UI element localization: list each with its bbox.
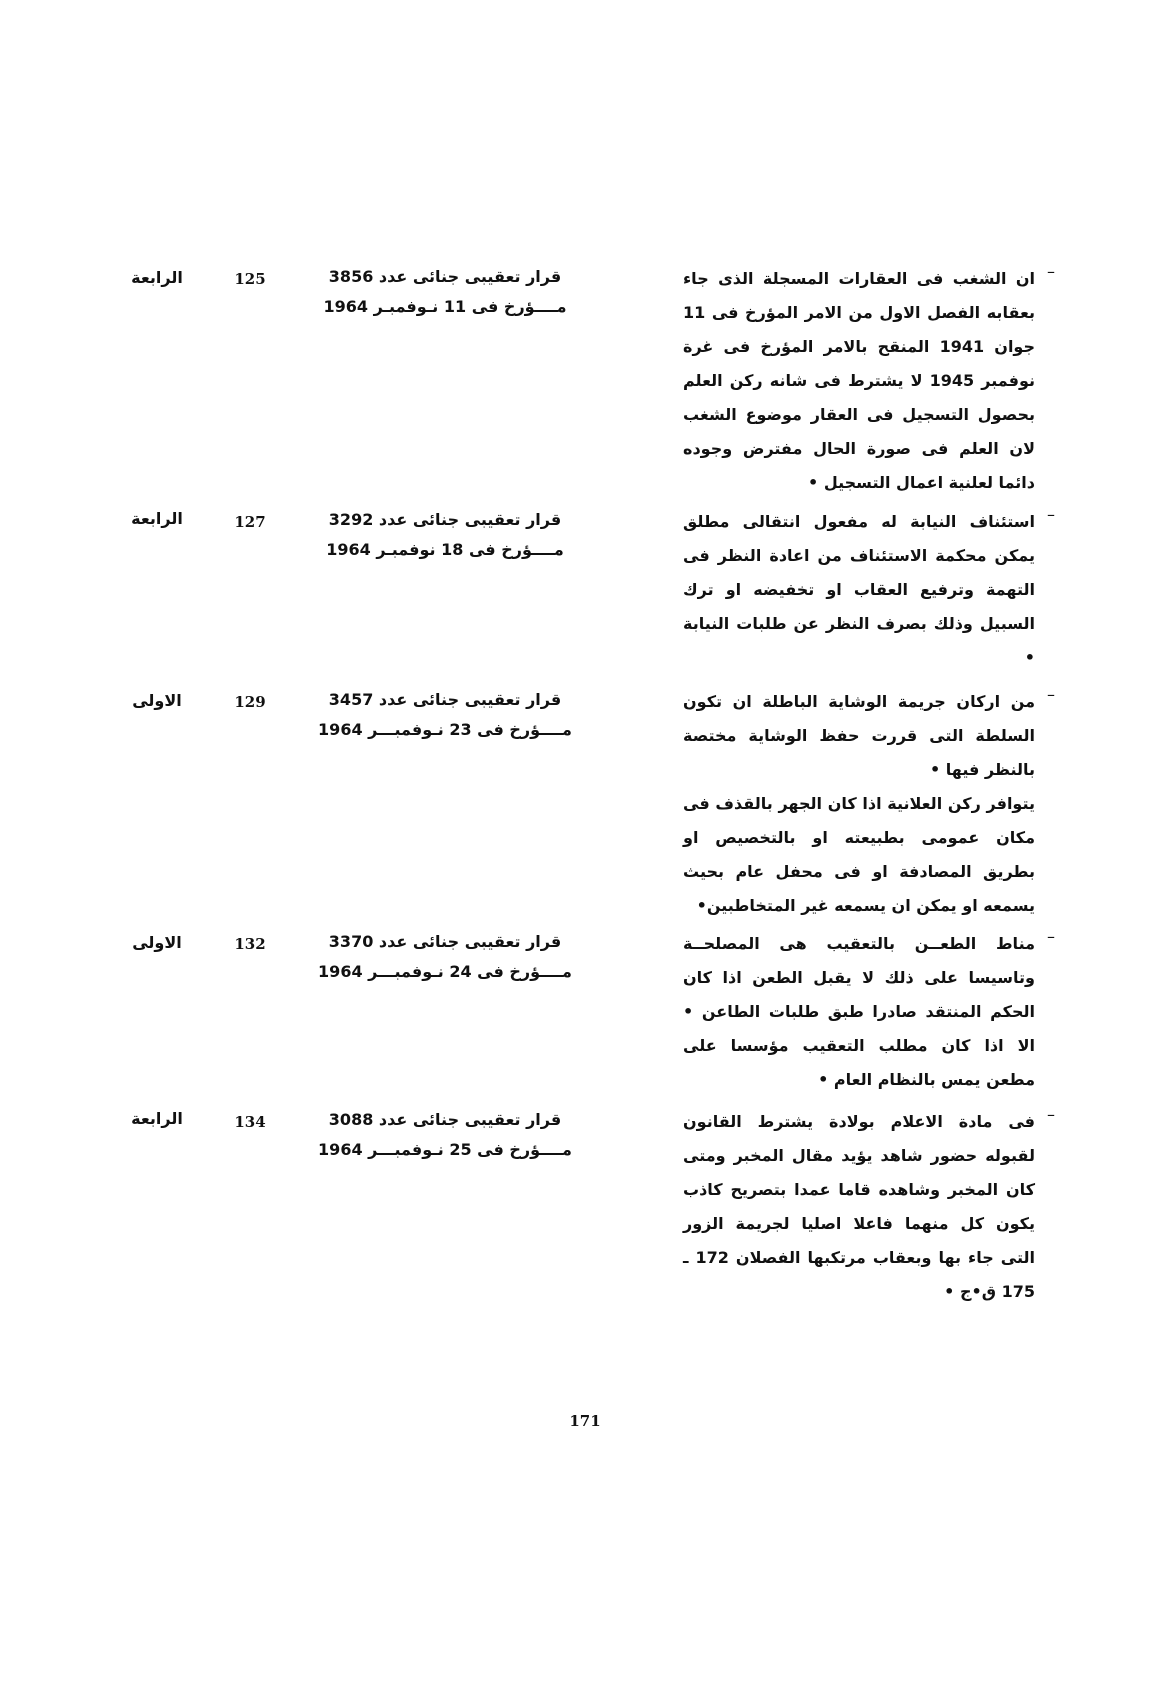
decision-number: قرار تعقيبى جنائى عدد 3856 bbox=[328, 267, 562, 286]
chamber-label: الاولى bbox=[132, 933, 182, 952]
page-reference: 125 bbox=[234, 270, 266, 288]
decision-reference bbox=[300, 505, 590, 565]
chamber-label: الرابعة bbox=[131, 268, 183, 287]
entry-dash: – bbox=[1047, 505, 1055, 524]
decision-reference bbox=[300, 262, 590, 322]
page-reference: 132 bbox=[234, 935, 266, 953]
page-reference: 127 bbox=[234, 513, 266, 531]
entry-summary-continued: يتوافر ركن العلانية اذا كان الجهر بالقذف فى مكان عمومى بطبيعته او بالتخصيص او بطريق المصادفة او فى محفل عام بحيث يسمعه او يمكن ان يسمعه غير المتخاطبين• bbox=[683, 794, 1035, 915]
page-reference: 129 bbox=[234, 693, 266, 711]
decision-date: مــــؤرخ فى 24 نـوفمبـــر 1964 bbox=[318, 962, 572, 981]
entry-summary: من اركان جريمة الوشاية الباطلة ان تكون السلطة التى قررت حفظ الوشاية مختصة بالنظر فيها • bbox=[683, 692, 1035, 779]
decision-number: قرار تعقيبى جنائى عدد 3457 bbox=[328, 690, 562, 709]
decision-date: مــــؤرخ فى 25 نـوفمبـــر 1964 bbox=[318, 1140, 572, 1159]
entry-summary: ان الشغب فى العقارات المسجلة الذى جاء بعقابه الفصل الاول من الامر المؤرخ فى 11 جوان 1941 المنقح بالامر المؤرخ فى غرة نوفمبر 1945 لا يشترط فى شانه ركن العلم بحصول التسجيل فى العقار موضوع الشغب لان العلم فى صورة الحال مفترض وجوده دائما لعلنية اعمال التسجيل • bbox=[683, 269, 1036, 492]
decision-date: مــــؤرخ فى 23 نـوفمبـــر 1964 bbox=[318, 720, 572, 739]
page-number: 171 bbox=[569, 1412, 601, 1430]
decision-reference bbox=[300, 927, 590, 987]
chamber-label: الرابعة bbox=[131, 1109, 183, 1128]
entry-dash: – bbox=[1047, 262, 1055, 281]
entry-summary: استئناف النيابة له مفعول انتقالى مطلق يمكن محكمة الاستئناف من اعادة النظر فى التهمة وترفيع العقاب او تخفيضه او ترك السبيل وذلك بصرف النظر عن طلبات النيابة • bbox=[683, 512, 1035, 667]
chamber-label: الرابعة bbox=[131, 509, 183, 528]
chamber-label: الاولى bbox=[132, 691, 182, 710]
entry-dash: – bbox=[1047, 1105, 1055, 1124]
page-reference: 134 bbox=[234, 1113, 266, 1131]
decision-number: قرار تعقيبى جنائى عدد 3088 bbox=[328, 1110, 562, 1129]
entry-dash: – bbox=[1047, 685, 1055, 704]
decision-number: قرار تعقيبى جنائى عدد 3370 bbox=[328, 932, 562, 951]
entry-summary: مناط الطعــن بالتعقيب هى المصلحــة وتاسيسا على ذلك لا يقبل الطعن اذا كان الحكم المنتقد صادرا طبق طلبات الطاعن • الا اذا كان مطلب التعقيب مؤسسا على مطعن يمس بالنظام العام • bbox=[683, 934, 1035, 1089]
decision-date: مــــؤرخ فى 11 نـوفمبـر 1964 bbox=[323, 297, 567, 316]
entry-summary: فى مادة الاعلام بولادة يشترط القانون لقبوله حضور شاهد يؤيد مقال المخبر ومتى كان المخبر وشاهده قاما عمدا بتصريح كاذب يكون كل منهما فاعلا اصليا لجريمة الزور التى جاء بها وبعقاب مرتكبها الفصلان 172 ـ 175 ق•ج • bbox=[683, 1112, 1035, 1301]
decision-date: مــــؤرخ فى 18 نوفمبـر 1964 bbox=[326, 540, 564, 559]
decision-number: قرار تعقيبى جنائى عدد 3292 bbox=[328, 510, 562, 529]
decision-reference bbox=[300, 1105, 590, 1165]
entry-dash: – bbox=[1047, 927, 1055, 946]
decision-reference bbox=[300, 685, 590, 745]
